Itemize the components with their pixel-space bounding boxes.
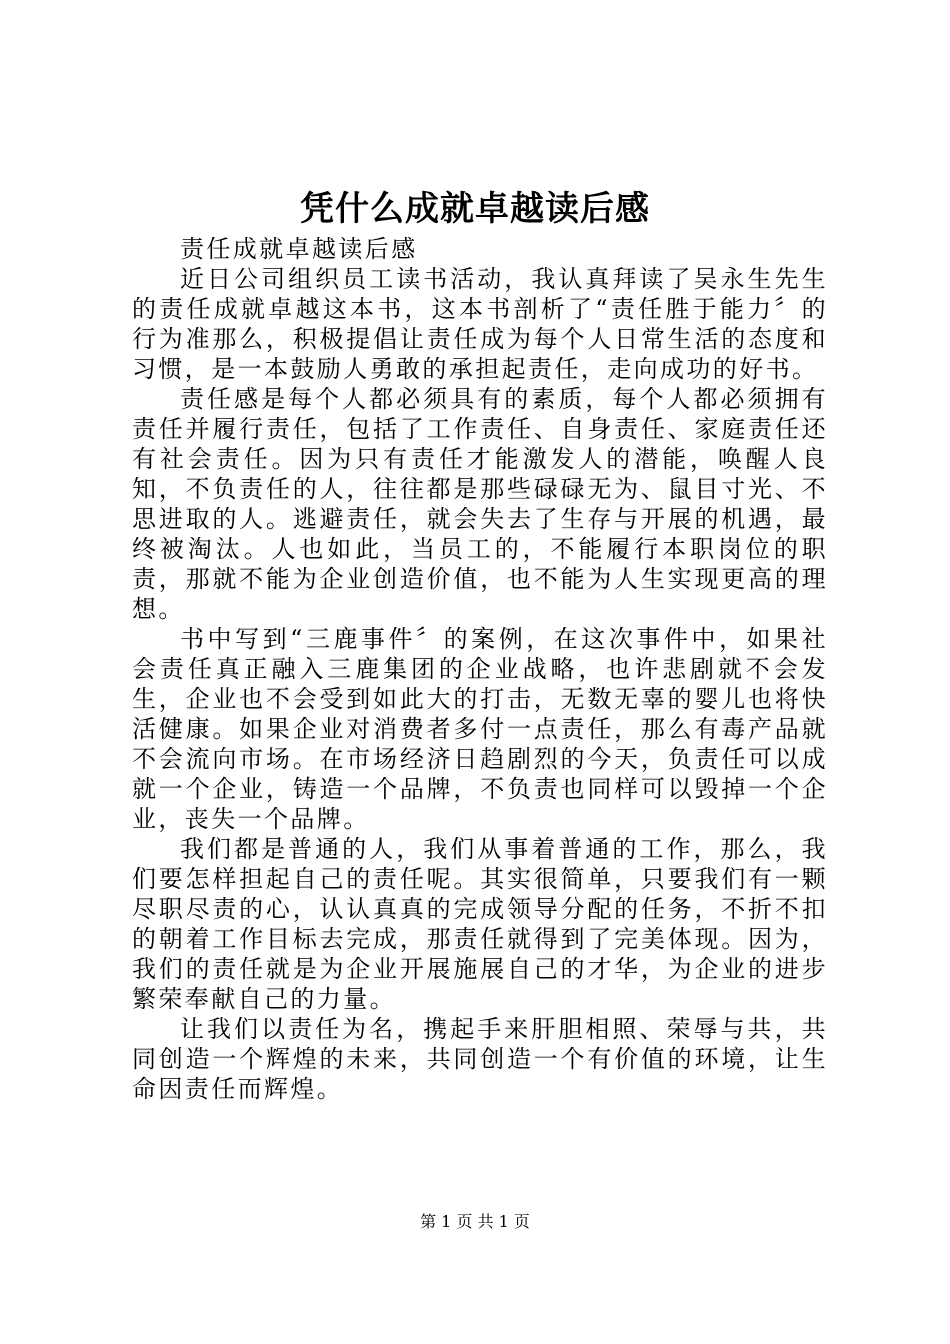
document-title: 凭什么成就卓越读后感	[300, 189, 650, 229]
document-body	[132, 234, 828, 1104]
paragraph: 我们都是普通的人，我们从事着普通的工作，那么，我们要怎样担起自己的责任呢。其实很简单，只要我们有一颗尽职尽责的心，认认真真的完成领导分配的任务，不折不扣的朝着工作目标去完成，那责任就得到了完美体现。因为，我们的责任就是为企业开展施展自己的才华，为企业的进步繁荣奉献自己的力量。	[132, 835, 828, 1013]
document-subtitle: 责任成就卓越读后感	[180, 235, 418, 263]
page-number-footer: 第 1 页 共 1 页	[420, 1212, 530, 1231]
paragraph: 书中写到“三鹿事件〞的案例，在这次事件中，如果社会责任真正融入三鹿集团的企业战略，也许悲剧就不会发生，企业也不会受到如此大的打击，无数无辜的婴儿也将快活健康。如果企业对消费者多付一点责任，那么有毒产品就不会流向市场。在市场经济日趋剧烈的今天，负责任可以成就一个企业，铸造一个品牌，不负责也同样可以毁掉一个企业，丧失一个品牌。	[132, 625, 828, 833]
paragraph: 近日公司组织员工读书活动，我认真拜读了吴永生先生的责任成就卓越这本书，这本书剖析了“责任胜于能力〞的行为准那么，积极提倡让责任成为每个人日常生活的态度和习惯，是一本鼓励人勇敢的承担起责任，走向成功的好书。	[132, 265, 828, 383]
paragraph: 责任感是每个人都必须具有的素质，每个人都必须拥有责任并履行责任，包括了工作责任、自身责任、家庭责任还有社会责任。因为只有责任才能激发人的潜能，唤醒人良知，不负责任的人，往往都是那些碌碌无为、鼠目寸光、不思进取的人。逃避责任，就会失去了生存与开展的机遇，最终被淘汰。人也如此，当员工的，不能履行本职岗位的职责，那就不能为企业创造价值，也不能为人生实现更高的理想。	[132, 385, 828, 623]
paragraph: 让我们以责任为名，携起手来肝胆相照、荣辱与共，共同创造一个辉煌的未来，共同创造一个有价值的环境，让生命因责任而辉煌。	[132, 1015, 828, 1103]
